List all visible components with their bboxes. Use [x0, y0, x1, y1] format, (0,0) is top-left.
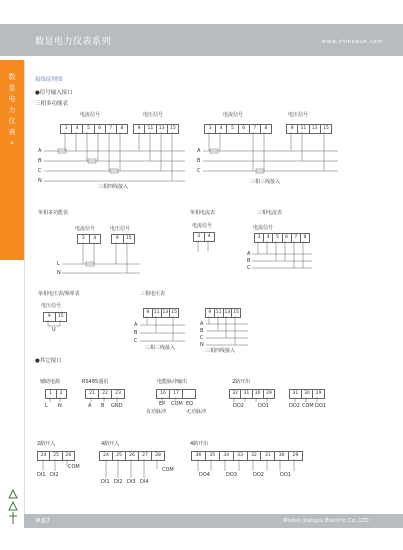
diag5-phase-a: A: [247, 251, 251, 257]
do4-do2: DO2: [253, 472, 264, 478]
diag1-voltage-label: 电压信号: [143, 112, 164, 118]
diag2-phase-a: A: [197, 148, 201, 154]
di2-terminal-block: 24 25 26: [37, 451, 75, 461]
do2b-do1: DO1: [315, 403, 326, 409]
diag2-phase-c: C: [197, 168, 201, 174]
diag5-current-terminal-block: 3 4 5 6 7 8: [254, 233, 310, 243]
diag3-current-label: 电流信号: [75, 226, 96, 232]
di2-com: COM: [68, 464, 80, 470]
diag6-voltage-label: 电压信号: [41, 303, 62, 309]
diag2-voltage-label: 电压信号: [288, 112, 309, 118]
diag1-phase-a: A: [38, 148, 42, 154]
diag6-title: 单相电压表/频率表: [38, 291, 80, 297]
diag1-phase-n: N: [38, 178, 42, 184]
rs485-gnd: GND: [111, 403, 123, 409]
pulse-output-label: 电能脉冲输出: [157, 379, 188, 385]
diag1-phase-b: B: [38, 158, 42, 164]
diag8-caption: 三相四线接入: [205, 348, 236, 354]
diag4-current-label: 电流信号: [192, 223, 213, 229]
diag3-voltage-label: 电压信号: [110, 226, 131, 232]
do2-label: 2路开出: [232, 379, 251, 385]
diag5-current-label: 电流信号: [253, 225, 274, 231]
do2-do1: DO1: [258, 403, 269, 409]
do4-do4: DO4: [199, 472, 210, 478]
rs485-b: B: [101, 403, 105, 409]
diag2-caption: 三相三线接入: [250, 179, 281, 185]
do4-label: 4路开出: [190, 441, 209, 447]
diag1-phase-c: C: [38, 168, 42, 174]
diag1-current-terminal-block: 3 4 5 6 7 8: [60, 124, 128, 134]
diag4-title: 单相电流表: [190, 210, 216, 216]
diag7-phase-b: B: [134, 330, 138, 336]
diag3-current-terminal-block: 3 4: [77, 234, 101, 244]
website-url: www.chmodun.com: [321, 39, 383, 45]
di4-terminal-block: 24 25 26 27 28: [99, 451, 165, 461]
di2-di1: DI1: [37, 472, 46, 478]
diag4-current-terminal-block: 3 4: [193, 232, 215, 242]
di4-di2: DI2: [114, 479, 123, 485]
diag8-phase-b: B: [200, 328, 204, 334]
diag8-phase-n: N: [200, 342, 204, 348]
section-heading: 接线原理图: [35, 77, 63, 83]
diag3-voltage-terminal-block: 9 15: [111, 234, 135, 244]
sidebar-tab-label: 数 显 电 力 仪 表 »: [8, 73, 16, 147]
di4-com: COM: [162, 467, 174, 473]
diag5-phase-c: C: [247, 265, 251, 271]
diag1-current-label: 电流信号: [80, 112, 101, 118]
series-title: 数显电力仪表系列: [35, 37, 112, 47]
diag7-title: 三相电压表: [140, 291, 166, 297]
di4-label: 4路开入: [101, 441, 120, 447]
other-ports-heading: ●其它接口: [35, 358, 62, 364]
rs485-a: A: [88, 403, 92, 409]
rs485-label: RS485通讯: [82, 379, 109, 385]
company-name: Modun Jiangsu Electric Co.,LTD: [283, 518, 369, 524]
diag7-voltage-terminal-block: 9 11 13 15: [143, 308, 179, 318]
diag7-phase-a: A: [134, 322, 138, 328]
rs485-terminal-block: 21 22 23: [85, 389, 125, 399]
pulse-com: COM: [171, 401, 183, 407]
diag8-phase-c: C: [200, 335, 204, 341]
diag2-phase-b: B: [197, 158, 201, 164]
aux-power-n: N: [58, 403, 62, 409]
diag5-phase-b: B: [247, 258, 251, 264]
diag5-title: 三相电流表: [257, 210, 283, 216]
page-number: P.67: [36, 517, 51, 525]
diag1-voltage-terminal-block: 9 11 13 15: [133, 124, 179, 134]
do4-do1: DO1: [280, 472, 291, 478]
diag8-phase-a: A: [200, 321, 204, 327]
diag7-caption: 三相三线接入: [145, 345, 176, 351]
diag1-caption: 三相四线接入: [98, 184, 129, 190]
pulse-ep: EP: [159, 401, 166, 407]
signal-input-heading: ●信号输入接口: [35, 90, 73, 96]
page-footer: [24, 514, 403, 528]
do4-terminal-block: 36 35 34 33 32 31 30 29: [191, 451, 303, 461]
diag3-phase-n: N: [57, 270, 61, 276]
diag8-voltage-terminal-block: 9 11 13 15: [205, 308, 241, 318]
do2b-do2: DO2: [289, 403, 300, 409]
diag6-voltage-terminal-block: 9 15: [43, 312, 67, 322]
aux-power-l: L: [45, 403, 48, 409]
do2b-terminal-block: 31 30 29: [289, 389, 325, 399]
three-phase-multi-heading: 三相多功能表: [35, 101, 69, 107]
di4-di1: DI1: [101, 479, 110, 485]
diag3-phase-l: L: [57, 261, 60, 267]
do4-do3: DO3: [226, 472, 237, 478]
aux-power-label: 辅助电源: [40, 379, 61, 385]
pulse-active: 有功脉冲: [146, 409, 167, 415]
diag3-title: 单相多功能表: [38, 210, 69, 216]
pulse-reactive: 无功脉冲: [186, 409, 207, 415]
do2b-com: COM: [302, 403, 314, 409]
diag2-current-label: 电流信号: [223, 112, 244, 118]
diag7-phase-c: C: [134, 338, 138, 344]
di4-di4: DI4: [140, 479, 149, 485]
di4-di3: DI3: [127, 479, 136, 485]
aux-power-terminal-block: 1 2: [45, 389, 67, 399]
do2-terminal-block: 32 31 30 29: [229, 389, 275, 399]
diag6-u-label: U: [52, 327, 56, 333]
pulse-terminal-block: 16 17: [156, 389, 196, 399]
diag2-voltage-terminal-block: 9 11 13 15: [286, 124, 332, 134]
do2-do2: DO2: [233, 403, 244, 409]
diag2-current-terminal-block: 3 4 5 6 7 8: [204, 124, 272, 134]
di2-di2: DI2: [50, 472, 59, 478]
pulse-eq: EQ: [186, 401, 194, 407]
company-logo-icon: [7, 488, 19, 528]
di2-label: 2路开入: [37, 441, 56, 447]
